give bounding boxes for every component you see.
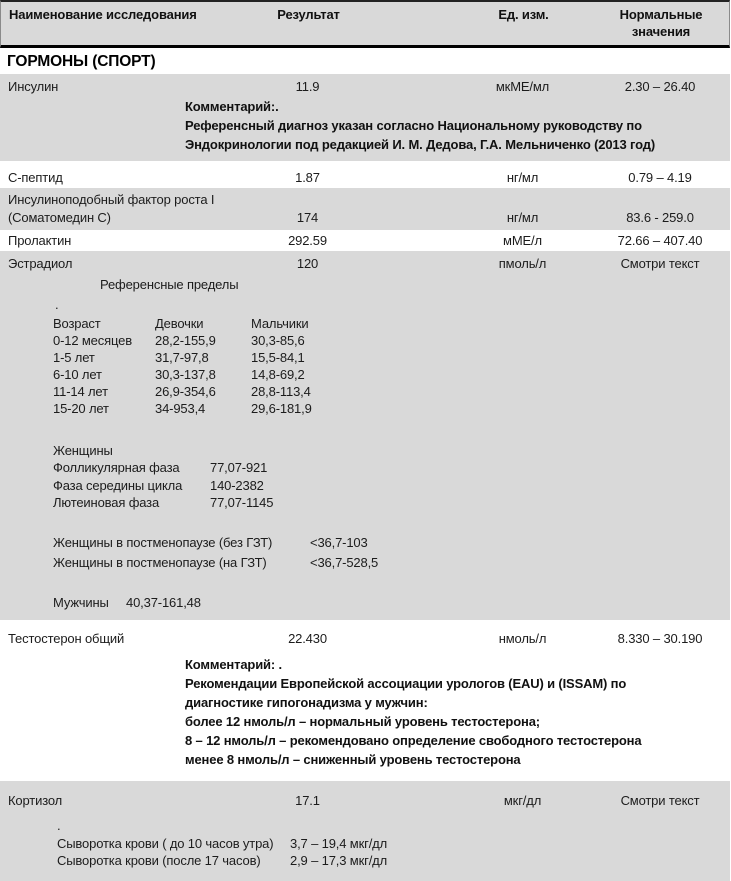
dot-marker: . [55,297,59,312]
girls-col-header: Девочки [155,316,204,331]
boys-value: 15,5-84,1 [251,350,305,365]
section-title-hormones: ГОРМОНЫ (СПОРТ) [7,53,156,70]
phase-row [53,477,730,495]
phase-value: 77,07-921 [210,460,268,475]
insulin-block [0,74,730,161]
comment-line: Референсный диагноз указан согласно Национальному руководству по [185,118,642,133]
phase-row [53,459,730,477]
insulin-comment [185,97,730,154]
test-name: Эстрадиол [8,256,73,271]
test-units: нмоль/л [498,630,547,646]
table-row [53,332,730,349]
table-row [53,400,730,417]
test-result: 1.87 [295,170,320,185]
test-normal-range: Смотри текст [620,256,700,271]
table-row-estradiol [0,253,730,274]
test-units: нг/мл [506,210,539,225]
test-normal-range: 72.66 – 407.40 [617,233,703,248]
women-section-label: Женщины [53,443,113,458]
test-result: 11.9 [295,79,320,94]
age-reference-table [53,315,730,611]
age-range: 15-20 лет [53,401,109,416]
test-normal-range: 8.330 – 30.190 [617,630,703,646]
test-name: Инсулин [8,79,59,94]
test-result: 22.430 [288,630,327,646]
serum-row [57,852,730,869]
postmenopause-row [53,553,730,573]
girls-value: 28,2-155,9 [155,333,216,348]
boys-value: 29,6-181,9 [251,401,312,416]
reference-limits-title: Референсные пределы [100,277,239,292]
table-row [53,349,730,366]
age-range: 11-14 лет [53,384,108,399]
serum-reference-rows [57,835,730,869]
test-units: нг/мл [506,170,539,185]
test-result: 174 [296,210,319,225]
test-normal-range: 83.6 - 259.0 [626,210,694,225]
age-range: 6-10 лет [53,367,102,382]
comment-label: Комментарий:. [185,99,279,114]
test-normal-range: 0.79 – 4.19 [628,170,692,185]
test-units: мкг/дл [503,792,542,808]
testosterone-block [0,628,730,769]
age-range: 0-12 месяцев [53,333,132,348]
girls-value: 30,3-137,8 [155,367,216,382]
phase-label: Фолликулярная фаза [53,460,180,475]
table-row-cortisol [0,790,730,811]
age-table-header [53,315,730,332]
serum-row [57,835,730,852]
header-col-normal-line2: значения [631,24,691,39]
test-units: мкМЕ/мл [495,79,550,94]
table-row-igf [0,209,730,226]
boys-value: 30,3-85,6 [251,333,305,348]
header-col-units: Ед. изм. [498,7,549,22]
age-col-header: Возраст [53,316,101,331]
phase-label: Фаза середины цикла [53,477,183,493]
postmenopause-label: Женщины в постменопаузе (на ГЗТ) [53,554,267,570]
header-col-result: Результат [277,7,340,22]
serum-value: 2,9 – 17,3 мкг/дл [290,852,388,868]
test-name: Кортизол [8,792,63,808]
comment-line: 8 – 12 нмоль/л – рекомендовано определение свободного тестостерона [185,732,642,748]
table-row-prolactin [0,230,730,251]
girls-value: 26,9-354,6 [155,384,216,399]
girls-value: 34-953,4 [155,401,206,416]
test-normal-range: 2.30 – 26.40 [624,79,696,94]
dot-marker: . [57,817,61,833]
postmenopause-value: <36,7-103 [310,534,368,550]
table-header [0,0,730,48]
serum-label: Сыворотка крови ( до 10 часов утра) [57,835,274,851]
postmenopause-group [53,533,730,573]
testosterone-comment [185,655,730,769]
serum-label: Сыворотка крови (после 17 часов) [57,852,261,868]
table-row-c-peptide [0,167,730,188]
postmenopause-label: Женщины в постменопаузе (без ГЗТ) [53,534,273,550]
test-name: С-пептид [8,170,63,185]
header-col-normal [591,6,731,40]
serum-value: 3,7 – 19,4 мкг/дл [290,835,388,851]
test-name: Пролактин [8,233,72,248]
table-row [53,383,730,400]
phase-value: 140-2382 [210,477,264,493]
igf-block [0,188,730,230]
postmenopause-row [53,533,730,553]
cortisol-block [0,781,730,881]
comment-line: более 12 нмоль/л – нормальный уровень тестостерона; [185,713,540,729]
test-name-line1: Инсулиноподобный фактор роста I [8,192,215,207]
girls-value: 31,7-97,8 [155,350,209,365]
table-row [53,366,730,383]
phase-value: 77,07-1145 [210,495,274,510]
spacer [0,620,730,628]
phase-row [53,494,730,512]
test-result: 120 [296,256,319,271]
comment-line: Рекомендации Европейской ассоциации урологов (EAU) и (ISSAM) по [185,675,627,691]
age-range: 1-5 лет [53,350,95,365]
comment-line: менее 8 нмоль/л – сниженный уровень тестостерона [185,751,521,767]
estradiol-block [0,251,730,620]
test-result: 292.59 [288,233,327,248]
boys-value: 28,8-113,4 [251,384,311,399]
test-name-line2: (Соматомедин С) [8,210,111,225]
table-row-testosterone [0,628,730,649]
header-col-name: Наименование исследования [9,7,197,22]
test-units: мМЕ/л [503,233,542,248]
boys-col-header: Мальчики [251,316,309,331]
test-normal-range: Смотри текст [620,792,700,808]
comment-line: Эндокринологии под редакцией И. М. Дедова, Г.А. Мельниченко (2013 год) [185,137,656,152]
comment-label: Комментарий: . [185,656,282,672]
test-name: Тестостерон общий [8,630,125,646]
men-value: 40,37-161,48 [126,594,201,610]
postmenopause-value: <36,7-528,5 [310,554,379,570]
comment-line: диагностике гипогонадизма у мужчин: [185,694,428,710]
boys-value: 14,8-69,2 [251,367,305,382]
phase-label: Лютеиновая фаза [53,495,160,510]
test-units: пмоль/л [498,256,547,271]
men-row [53,594,730,611]
header-col-normal-line1: Нормальные [619,7,703,22]
men-label: Мужчины [53,594,109,610]
test-result: 17.1 [295,792,320,808]
table-row-insulin [0,76,730,97]
